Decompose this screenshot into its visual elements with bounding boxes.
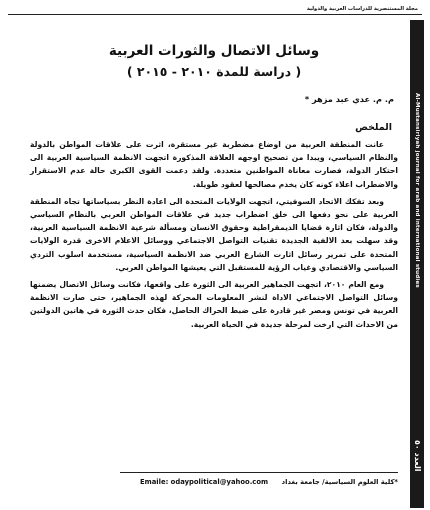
abstract-heading: الملخص [355,122,392,133]
article-title: وسائل الاتصال والثورات العربية [108,43,320,59]
abstract-paragraph-2: وبعد تفكك الاتحاد السوفيتي، اتجهت الولايات المتحدة الى اعادة النظر بسياساتها تجاه المنطقة العربية على نحو دفعها الى خلق اضطراب جديد في علاقات المواطن العربي بالنظام السياسي والدولة، فكان اثارة قضايا الديمقراطية وحقوق الانسان ومسألة شرعية الانظمة السياسية العربية، وقد سهلت بعد الالفية الجديدة تقنيات التواصل الاجتماعي ووسائل الاعلام الاخرى قدرة الولايات المتحدة على تمرير رسائل اثارت الشارع العربي ضد الانظمة السياسية، مستخدمة اسلوب التردي السياسي والاقتصادي وغياب الرؤية للمستقبل التي يعيشها المواطن العربي. [30,196,398,272]
journal-name-en: Al-Mustansiriyah journal for arab and international studies [414,92,420,288]
footnote-divider [120,472,398,473]
journal-name-ar: مجلة المستنصرية للدراسات العربية والدولية [306,6,418,12]
author-affiliation: *كلية العلوم السياسية/ جامعة بغداد [281,478,398,486]
footnote [30,476,398,488]
journal-side-bar [410,20,424,508]
abstract-paragraph-1: عانت المنطقة العربية من اوضاع مضطربة غير مستقرة، اثرت على علاقات المواطن بالدولة والنظام السياسي، ويبدا من تصحيح اوجهه العلاقة المذكورة اتجهت الانظمة السياسية العربية الى احتكار الدولة، فصارت معاناة المواطنين متعددة. ولقد دعمت القوى الكبرى حالة عدم الاستقرار والاضطراب اعلاء كونه كان يخدم مصالحها لعقود طويلة. [30,140,398,189]
article-subtitle: ( دراسة للمدة ٢٠١٠ - ٢٠١٥ ) [126,64,302,79]
journal-header [8,4,422,15]
issue-number: العدد ٥٠ [413,440,422,472]
author-name: م. م. عدي عبد مزهر * [304,94,394,104]
abstract-paragraph-3: ومع العام ٢٠١٠، اتجهت الجماهير العربية الى الثورة على واقعها، فكانت وسائل الاتصال يضمنها وسائل التواصل الاجتماعي الاداة لنشر المعلومات المحركة لهذه الجماهير، حتى صارت الانظمة العربية في تونس ومصر غير قادرة على ضبط الحراك الحاصل، فكان حدث الثورة في هاتين الدولتين من الاحداث التي ارخت لمرحلة جديدة في الحياة العربية. [30,280,398,329]
article-body [30,30,398,331]
author-email[interactable]: Emaile: odaypolitical@yahoo.com [140,478,269,486]
